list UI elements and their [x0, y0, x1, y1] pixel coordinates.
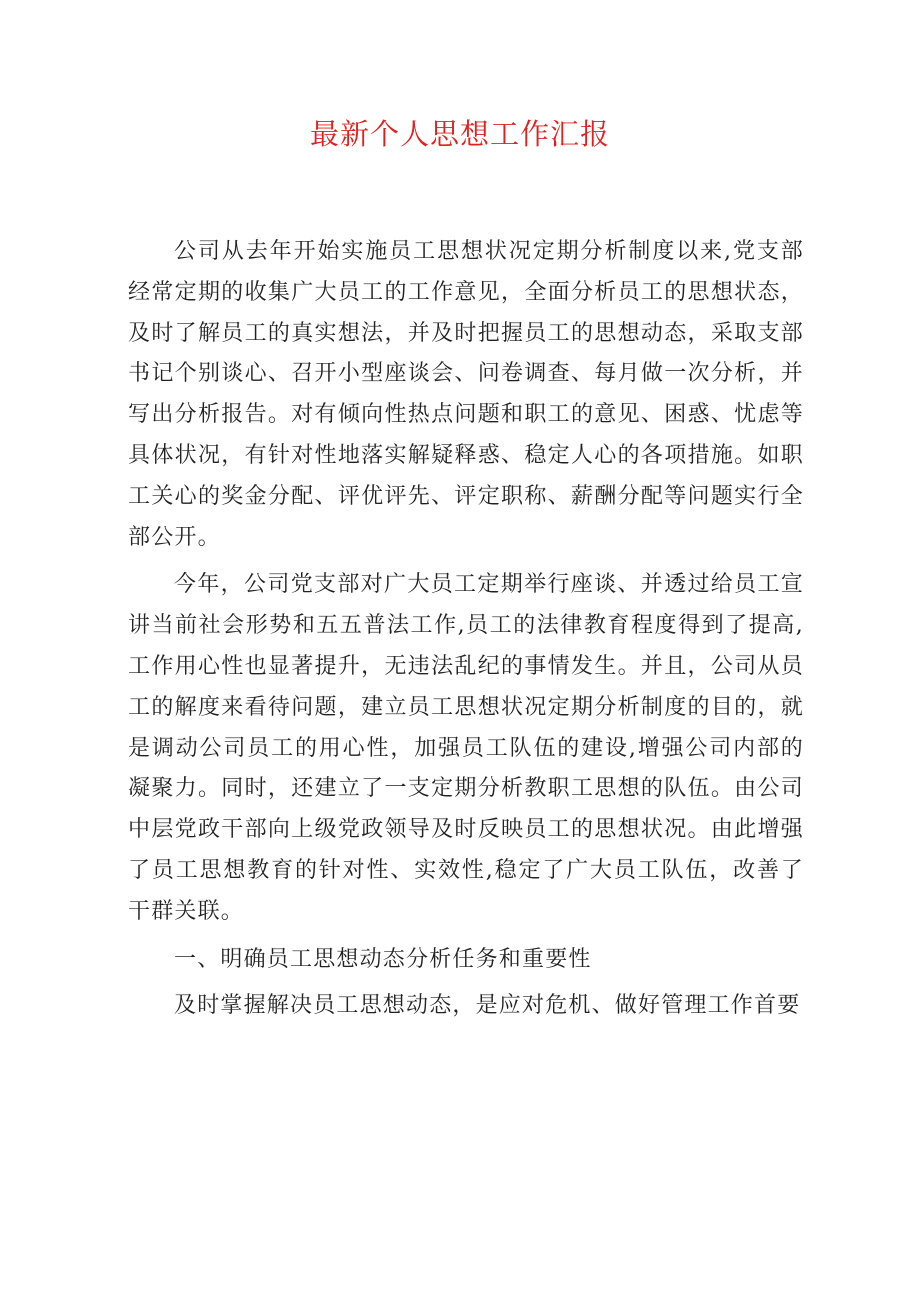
paragraph-1: 公司从去年开始实施员工思想状况定期分析制度以来,党支部经常定期的收集广大员工的工作意见，全面分析员工的思想状态，及时了解员工的真实想法，并及时把握员工的思想动态，采取支部书记个别谈心、召开小型座谈会、问卷调查、每月做一次分析，并写出分析报告。对有倾向性热点问题和职工的意见、困惑、忧虑等具体状况，有针对性地落实解疑释惑、稳定人心的各项措施。如职工关心的奖金分配、评优评先、评定职称、薪酬分配等问题实行全部公开。: [128, 239, 804, 550]
paragraph-2: 今年，公司党支部对广大员工定期举行座谈、并透过给员工宣讲当前社会形势和五五普法工作,员工的法律教育程度得到了提高,工作用心性也显著提升，无违法乱纪的事情发生。并且，公司从员工的解度来看待问题，建立员工思想状况定期分析制度的目的，就是调动公司员工的用心性，加强员工队伍的建设,增强公司内部的凝聚力。同时，还建立了一支定期分析教职工思想的队伍。由公司中层党政干部向上级党政领导及时反映员工的思想状况。由此增强了员工思想教育的针对性、实效性,稳定了广大员工队伍，改善了干群关联。: [128, 572, 804, 924]
document-title: 最新个人思想工作汇报: [309, 117, 610, 151]
document-body: [128, 232, 804, 1034]
section-heading-1: 一、明确员工思想动态分析任务和重要性: [174, 946, 592, 972]
paragraph-3: 及时掌握解决员工思想动态，是应对危机、做好管理工作首要: [174, 993, 801, 1019]
